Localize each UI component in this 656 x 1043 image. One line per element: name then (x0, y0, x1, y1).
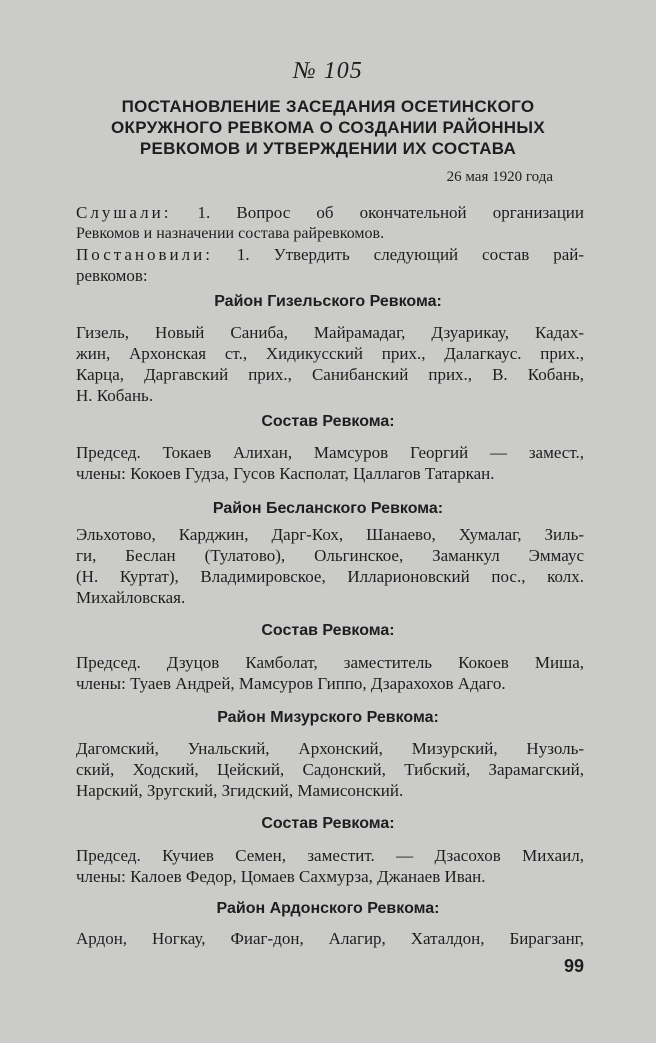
heard-label: Слушали: (76, 203, 172, 222)
section-line: ский, Ходский, Цейский, Садонский, Тибский, Зарамагский, (76, 760, 584, 779)
section-line: Нарский, Зругский, Згидский, Мамисонский. (76, 781, 404, 800)
section-line: Председ. Токаев Алихан, Мамсуров Георгий — замест., (76, 443, 584, 462)
section-body (76, 322, 584, 406)
section-line: Гизель, Новый Саниба, Майрамадаг, Дзуарикау, Кадах- (76, 323, 584, 342)
section-body (76, 524, 584, 608)
document-title (60, 96, 596, 159)
section-line: члены: Кокоев Гудза, Гусов Касполат, Цаллагов Татаркан. (76, 464, 495, 483)
section-heading: Состав Ревкома: (261, 413, 395, 430)
section-line: члены: Калоев Федор, Цомаев Сахмурза, Джанаев Иван. (76, 867, 486, 886)
section-line: жин, Архонская ст., Хидикусский прих., Далагкаус. прих., (76, 344, 584, 363)
section-line: Ардон, Ногкау, Фиаг-дон, Алагир, Хаталдон, Бирагзанг, (76, 929, 584, 948)
section-body (76, 738, 584, 801)
title-line: РЕВКОМОВ И УТВЕРЖДЕНИИ ИХ СОСТАВА (139, 139, 517, 158)
section-line: Карца, Даргавский прих., Санибанский прих., В. Кобань, (76, 365, 584, 384)
document-date: 26 мая 1920 года (446, 169, 553, 185)
resolved-text-line: 1. Утвердить следующий состав рай- (236, 245, 585, 264)
section-body (76, 845, 584, 887)
section-heading: Район Бесланского Ревкома: (212, 500, 444, 517)
section-body (76, 652, 584, 694)
resolved-text-line: ревкомов: (76, 266, 148, 285)
section-line: Эльхотово, Карджин, Дарг-Кох, Шанаево, Хумалаг, Зиль- (76, 525, 584, 544)
section-line: (Н. Куртат), Владимировское, Илларионовский пос., колх. (76, 567, 584, 586)
section-body (76, 442, 584, 484)
section-line: ги, Беслан (Тулатово), Ольгинское, Заманкул Эммаус (76, 546, 584, 565)
section-heading: Район Гизельского Ревкома: (214, 293, 442, 310)
heard-text-line: 1. Вопрос об окончательной организации (197, 203, 584, 222)
document-number: № 105 (293, 58, 363, 84)
page-number: 99 (563, 956, 584, 976)
section-line: Дагомский, Унальский, Архонский, Мизурский, Нузоль- (76, 739, 584, 758)
section-line: Н. Кобань. (76, 386, 154, 405)
section-line: Председ. Кучиев Семен, заместит. — Дзасохов Михаил, (76, 846, 584, 865)
section-heading: Состав Ревкома: (261, 622, 395, 639)
resolved-label: Постановили: (76, 245, 213, 264)
heard-paragraph (76, 202, 584, 244)
section-heading: Район Ардонского Ревкома: (216, 900, 440, 917)
resolved-paragraph (76, 244, 584, 286)
section-heading: Состав Ревкома: (261, 815, 395, 832)
heard-text-line: Ревкомов и назначении состава райревкомов. (76, 225, 385, 242)
title-line: ОКРУЖНОГО РЕВКОМА О СОЗДАНИИ РАЙОННЫХ (111, 118, 545, 137)
section-body (76, 928, 584, 949)
section-line: Михайловская. (76, 588, 186, 607)
title-line: ПОСТАНОВЛЕНИЕ ЗАСЕДАНИЯ ОСЕТИНСКОГО (121, 97, 535, 116)
section-line: члены: Туаев Андрей, Мамсуров Гиппо, Дзарахохов Адаго. (76, 674, 506, 693)
section-heading: Район Мизурского Ревкома: (217, 709, 439, 726)
section-line: Председ. Дзуцов Камболат, заместитель Кокоев Миша, (76, 653, 584, 672)
